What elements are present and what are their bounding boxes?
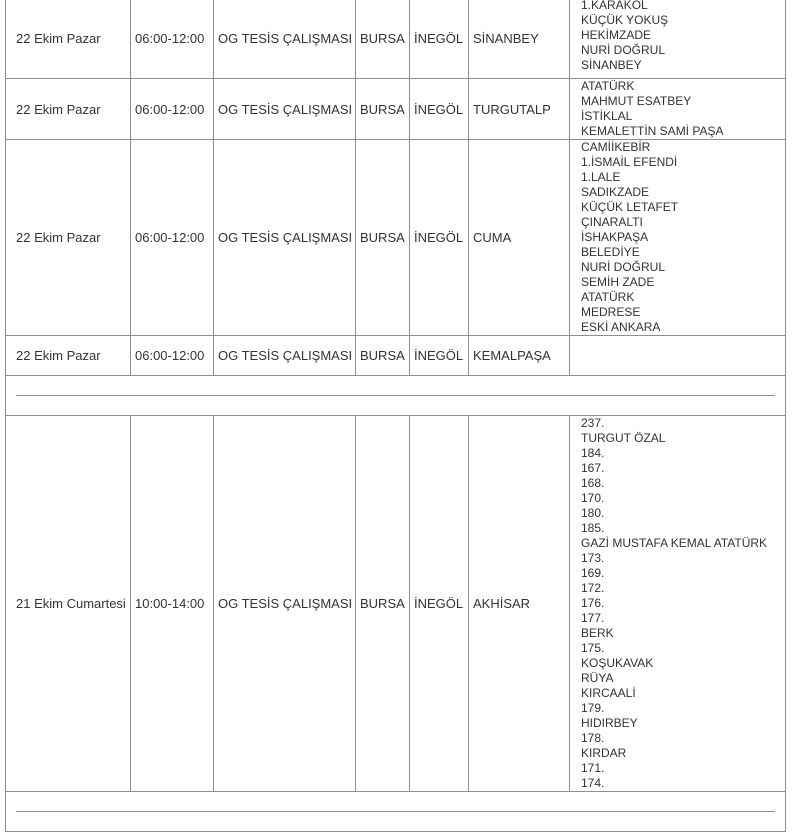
street-item: ESKİ ANKARA — [581, 320, 661, 334]
date-cell: 22 Ekim Pazar — [6, 140, 131, 336]
street-item: MAHMUT ESATBEY — [581, 94, 692, 108]
separator-line — [16, 811, 775, 812]
table-row — [6, 79, 786, 140]
district-cell: İNEGÖL — [410, 336, 469, 376]
street-item: TURGUT ÖZAL — [581, 431, 666, 445]
separator-cell — [6, 376, 786, 416]
street-item: ATATÜRK — [581, 79, 635, 93]
street-item: 175. — [581, 641, 605, 655]
streets-cell — [570, 79, 786, 140]
street-item: ÇINARALTI — [581, 215, 643, 229]
street-item: 172. — [581, 581, 605, 595]
street-item: RÜYA — [581, 671, 614, 685]
street-item: 185. — [581, 521, 605, 535]
work-cell: OG TESİS ÇALIŞMASI — [214, 0, 356, 79]
work-cell: OG TESİS ÇALIŞMASI — [214, 416, 356, 792]
street-item: ATATÜRK — [581, 290, 635, 304]
district-cell: İNEGÖL — [410, 416, 469, 792]
street-item: 179. — [581, 701, 605, 715]
street-item: 174. — [581, 776, 605, 790]
street-item: MEDRESE — [581, 305, 641, 319]
district-cell: İNEGÖL — [410, 79, 469, 140]
outage-table — [5, 0, 786, 832]
streets-cell — [570, 0, 786, 79]
street-item: SİNANBEY — [581, 58, 642, 72]
district-cell: İNEGÖL — [410, 140, 469, 336]
work-cell: OG TESİS ÇALIŞMASI — [214, 140, 356, 336]
time-cell: 06:00-12:00 — [131, 140, 214, 336]
street-item: HIDIRBEY — [581, 716, 638, 730]
time-cell: 06:00-12:00 — [131, 336, 214, 376]
street-item: KOŞUKAVAK — [581, 656, 654, 670]
work-cell: OG TESİS ÇALIŞMASI — [214, 79, 356, 140]
area-cell: AKHİSAR — [469, 416, 570, 792]
area-cell: SİNANBEY — [469, 0, 570, 79]
separator-row — [6, 792, 786, 832]
street-item: 171. — [581, 761, 605, 775]
street-item: NURİ DOĞRUL — [581, 43, 666, 57]
separator-row — [6, 376, 786, 416]
city-cell: BURSA — [356, 79, 410, 140]
street-item: 176. — [581, 596, 605, 610]
street-item: BERK — [581, 626, 614, 640]
street-item: 177. — [581, 611, 605, 625]
date-cell: 22 Ekim Pazar — [6, 79, 131, 140]
street-item: 167. — [581, 461, 605, 475]
city-cell: BURSA — [356, 336, 410, 376]
district-cell: İNEGÖL — [410, 0, 469, 79]
street-item: 168. — [581, 476, 605, 490]
streets-cell — [570, 336, 786, 376]
date-cell: 21 Ekim Cumartesi — [6, 416, 131, 792]
street-item: 237. — [581, 416, 605, 430]
city-cell: BURSA — [356, 140, 410, 336]
table-row — [6, 0, 786, 79]
time-cell: 10:00-14:00 — [131, 416, 214, 792]
street-item: 1.KARAKOL — [581, 0, 648, 12]
time-cell: 06:00-12:00 — [131, 0, 214, 79]
street-item: KIRDAR — [581, 746, 627, 760]
table-row — [6, 416, 786, 792]
street-item: 170. — [581, 491, 605, 505]
street-item: HEKİMZADE — [581, 28, 652, 42]
area-cell: CUMA — [469, 140, 570, 336]
street-item: 1.LALE — [581, 170, 621, 184]
area-cell: KEMALPAŞA — [469, 336, 570, 376]
street-item: KÜÇÜK LETAFET — [581, 200, 679, 214]
area-cell: TURGUTALP — [469, 79, 570, 140]
street-item: SADIKZADE — [581, 185, 650, 199]
street-item: 180. — [581, 506, 605, 520]
city-cell: BURSA — [356, 0, 410, 79]
street-item: İSTİKLAL — [581, 109, 633, 123]
street-item: 1.İSMAİL EFENDİ — [581, 155, 678, 169]
street-item: BELEDİYE — [581, 245, 640, 259]
street-item: 169. — [581, 566, 605, 580]
separator-line — [16, 395, 775, 396]
street-item: SEMİH ZADE — [581, 275, 655, 289]
streets-cell — [570, 416, 786, 792]
street-item: CAMİİKEBİR — [581, 140, 651, 154]
city-cell: BURSA — [356, 416, 410, 792]
street-item: 178. — [581, 731, 605, 745]
street-item: 173. — [581, 551, 605, 565]
date-cell: 22 Ekim Pazar — [6, 336, 131, 376]
streets-cell — [570, 140, 786, 336]
date-cell: 22 Ekim Pazar — [6, 0, 131, 79]
street-item: NURİ DOĞRUL — [581, 260, 666, 274]
street-item: KIRCAALİ — [581, 686, 636, 700]
table-row — [6, 140, 786, 336]
separator-cell — [6, 792, 786, 832]
street-item: KEMALETTİN SAMİ PAŞA — [581, 124, 724, 138]
time-cell: 06:00-12:00 — [131, 79, 214, 140]
work-cell: OG TESİS ÇALIŞMASI — [214, 336, 356, 376]
table-row — [6, 336, 786, 376]
street-item: GAZİ MUSTAFA KEMAL ATATÜRK — [581, 536, 768, 550]
street-item: KÜÇÜK YOKUŞ — [581, 13, 669, 27]
street-item: İSHAKPAŞA — [581, 230, 649, 244]
street-item: 184. — [581, 446, 605, 460]
